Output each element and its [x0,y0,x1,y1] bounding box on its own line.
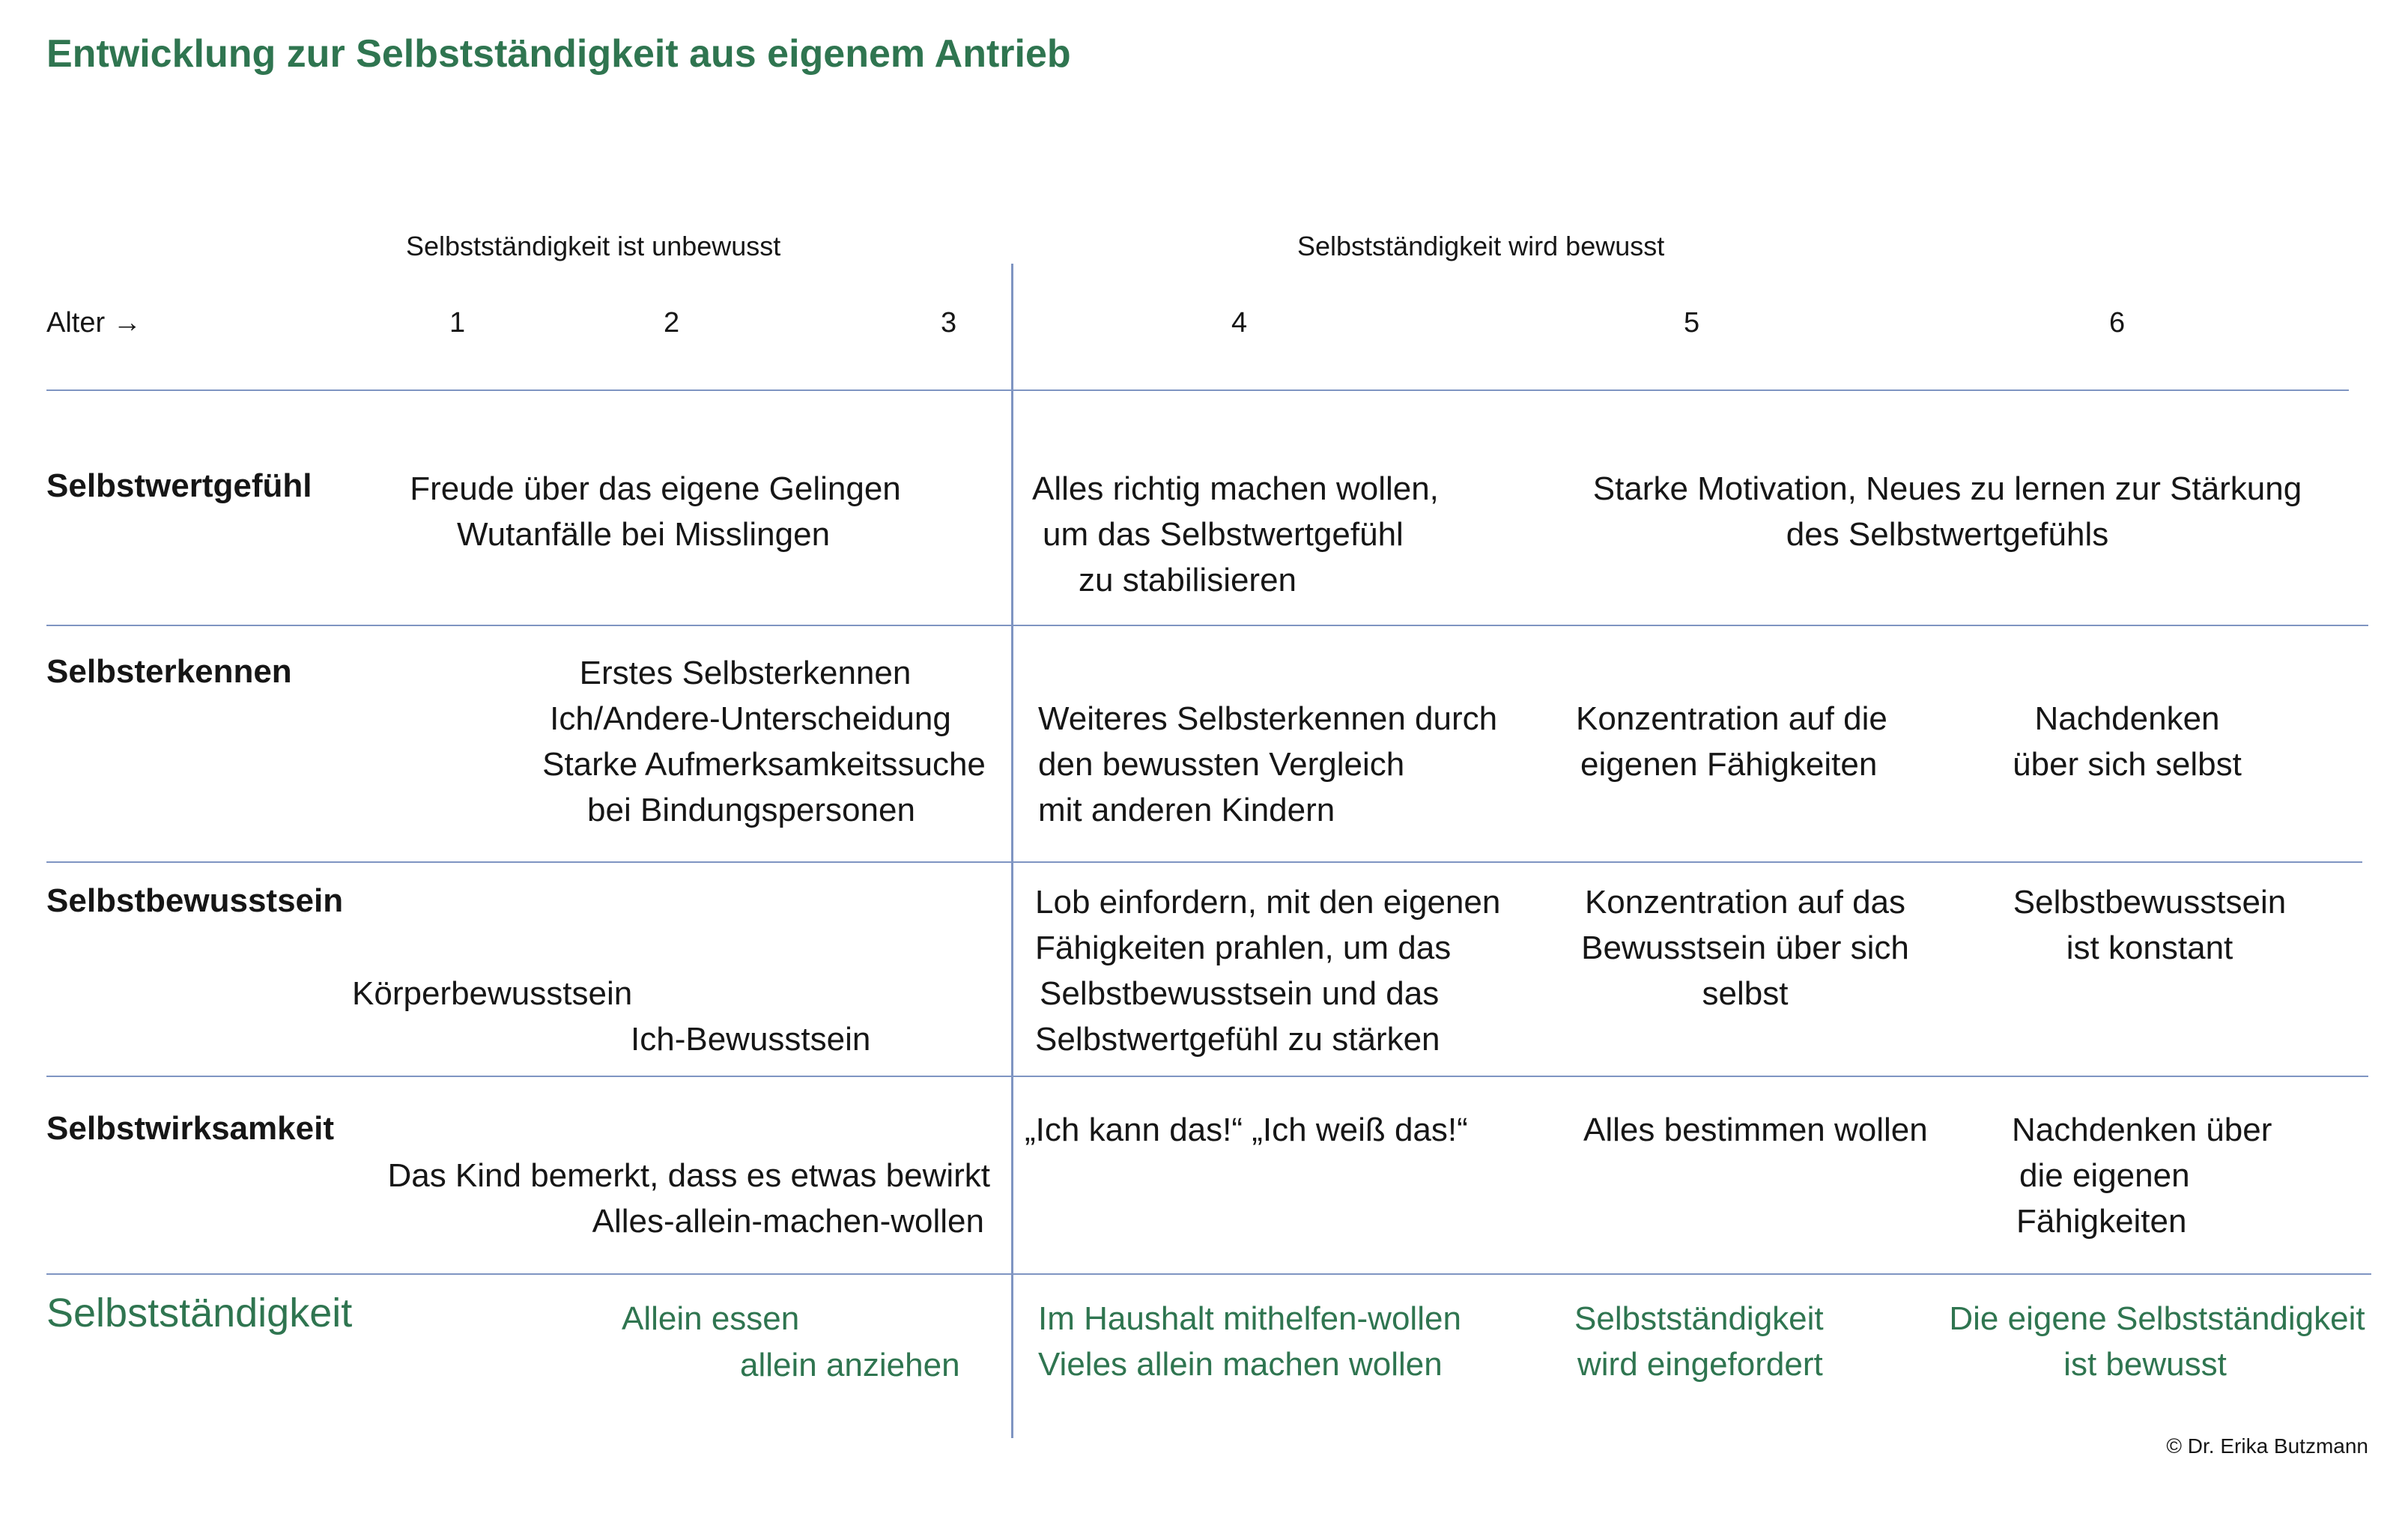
cell-selbstwirksamkeit-age4: „Ich kann das!“ „Ich weiß das!“ [1025,1112,1468,1148]
cell-selbstbewusstsein-age4: Lob einfordern, mit den eigenen Fähigkeiten prahlen, um das Selbstbewusstsein und das Selbstwertgefühl zu stärken [1035,884,1501,1058]
cell-selbstwertgefuehl-age4: Alles richtig machen wollen, um das Selbstwertgefühl zu stabilisieren [1032,470,1439,598]
row-divider-4 [46,1273,2371,1275]
row-label-selbststaendigkeit: Selbstständigkeit [46,1291,353,1335]
cell-selbststaendigkeit-age4: Im Haushalt mithelfen-wollen Vieles allein machen wollen [1038,1300,1461,1383]
age-6: 6 [2109,307,2126,339]
row-divider-3 [46,1076,2368,1077]
age-3: 3 [941,307,957,339]
cell-selbstwirksamkeit-early: Das Kind bemerkt, dass es etwas bewirkt Alles-allein-machen-wollen [387,1157,990,1240]
cell-selbstwertgefuehl-early: Freude über das eigene Gelingen Wutanfälle bei Misslingen [410,470,901,553]
cell-selbsterkennen-age5: Konzentration auf die eigenen Fähigkeiten [1576,700,1887,783]
cell-selbststaendigkeit-age5: Selbstständigkeit wird eingefordert [1574,1300,1824,1383]
cell-selbstwirksamkeit-age6: Nachdenken über die eigenen Fähigkeiten [2012,1112,2272,1240]
phase-divider-line [1011,264,1013,1438]
cell-selbstwertgefuehl-age56: Starke Motivation, Neues zu lernen zur Stärkung des Selbstwertgefühls [1592,470,2302,553]
row-label-selbsterkennen: Selbsterkennen [46,653,292,690]
row-divider-2 [46,861,2362,863]
age-label: Alter → [46,307,142,339]
phase-unconscious-header: Selbstständigkeit ist unbewusst [406,231,781,261]
age-5: 5 [1684,307,1700,339]
row-label-selbstwertgefuehl: Selbstwertgefühl [46,467,312,504]
cell-selbststaendigkeit-early-2: allein anziehen [740,1347,960,1383]
phase-conscious-header: Selbstständigkeit wird bewusst [1297,231,1665,261]
cell-selbstwirksamkeit-age5: Alles bestimmen wollen [1583,1112,1928,1148]
row-label-selbstbewusstsein: Selbstbewusstsein [46,882,344,919]
age-1: 1 [449,307,466,339]
row-divider-1 [46,625,2368,626]
page-title: Entwicklung zur Selbstständigkeit aus eigenem Antrieb [46,32,1071,76]
cell-selbststaendigkeit-early-1: Allein essen [622,1300,800,1337]
cell-selbstbewusstsein-age5: Konzentration auf das Bewusstsein über sich selbst [1581,884,1909,1012]
cell-selbsterkennen-age6: Nachdenken über sich selbst [2013,700,2242,783]
cell-selbsterkennen-age4: Weiteres Selbsterkennen durch den bewussten Vergleich mit anderen Kindern [1038,700,1498,828]
row-label-selbstwirksamkeit: Selbstwirksamkeit [46,1110,334,1147]
age-4: 4 [1231,307,1248,339]
cell-selbststaendigkeit-age6: Die eigene Selbstständigkeit ist bewusst [1949,1300,2365,1383]
cell-selbstbewusstsein-age6: Selbstbewusstsein ist konstant [2013,884,2287,966]
row-divider-header [46,389,2349,391]
age-2: 2 [664,307,680,339]
cell-selbsterkennen-early: Erstes Selbsterkennen Ich/Andere-Unterscheidung Starke Aufmerksamkeitssuche bei Bindungspersonen [542,655,986,828]
cell-selbstbewusstsein-early-2: Ich-Bewusstsein [631,1021,871,1058]
cell-selbstbewusstsein-early-1: Körperbewusstsein [352,975,633,1012]
copyright-text: © Dr. Erika Butzmann [2166,1434,2368,1458]
